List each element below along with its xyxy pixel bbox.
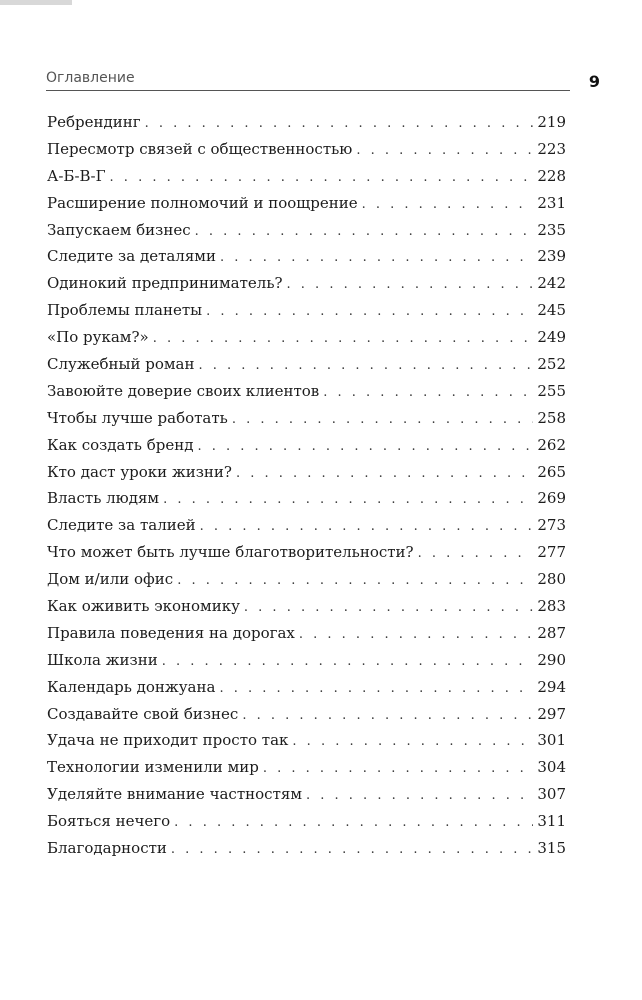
toc-entry-page: 269 [537, 489, 566, 508]
toc-entry-page: 315 [537, 839, 566, 858]
toc-entry[interactable] [47, 324, 566, 351]
toc-leader-dots [263, 756, 534, 783]
toc-entry-title: Власть людям [47, 489, 160, 508]
table-of-contents [47, 109, 566, 862]
toc-leader-dots [110, 165, 534, 192]
toc-entry-page: 235 [537, 220, 566, 239]
toc-entry-page: 239 [537, 247, 566, 266]
toc-entry[interactable] [47, 754, 566, 781]
toc-entry[interactable] [47, 512, 566, 539]
toc-entry[interactable] [47, 297, 566, 324]
toc-entry-title: Завоюйте доверие своих клиентов [47, 381, 320, 400]
toc-entry[interactable] [47, 136, 566, 163]
toc-entry[interactable] [47, 620, 566, 647]
toc-entry-page: 280 [537, 570, 566, 589]
toc-entry-page: 219 [537, 113, 566, 131]
toc-entry-title: Бояться нечего [47, 812, 171, 831]
toc-entry-title: «По рукам?» [47, 328, 149, 347]
toc-entry-title: Календарь донжуана [47, 677, 216, 696]
toc-entry-page: 307 [537, 785, 566, 804]
toc-entry[interactable] [47, 190, 566, 217]
toc-entry-title: Чтобы лучше работать [47, 408, 228, 427]
toc-entry-page: 228 [537, 166, 566, 185]
toc-entry-title: Пересмотр связей с общественностью [47, 139, 353, 158]
toc-entry-title: Следите за деталями [47, 247, 216, 266]
toc-entry[interactable] [47, 835, 566, 862]
toc-entry-title: Создавайте свой бизнес [47, 704, 239, 723]
toc-entry-title: Что может быть лучше благотворительности? [47, 543, 414, 562]
toc-entry-page: 297 [537, 704, 566, 723]
toc-entry-page: 223 [537, 139, 566, 158]
top-edge-strip [0, 0, 72, 5]
toc-entry-page: 290 [537, 650, 566, 669]
page-header [46, 70, 600, 92]
toc-entry[interactable] [47, 109, 566, 136]
toc-entry[interactable] [47, 808, 566, 835]
toc-entry[interactable] [47, 727, 566, 754]
toc-entry-page: 294 [537, 677, 566, 696]
toc-entry-title: Как оживить экономику [47, 597, 240, 616]
toc-leader-dots [299, 622, 533, 649]
toc-entry-title: Удача не приходит просто так [47, 731, 289, 750]
toc-entry-page: 231 [537, 193, 566, 212]
toc-entry[interactable] [47, 485, 566, 512]
toc-entry-title: Благодарности [47, 839, 167, 858]
toc-entry-title: Одинокий предприниматель? [47, 274, 283, 293]
toc-entry-title: Расширение полномочий и поощрение [47, 193, 358, 212]
toc-entry-page: 277 [537, 543, 566, 562]
toc-entry[interactable] [47, 781, 566, 808]
toc-entry-title: Запускаем бизнес [47, 220, 191, 239]
toc-entry[interactable] [47, 701, 566, 728]
toc-leader-dots [362, 192, 534, 219]
toc-entry-title: Школа жизни [47, 650, 158, 669]
toc-entry[interactable] [47, 647, 566, 674]
toc-entry[interactable] [47, 351, 566, 378]
toc-entry-title: Кто даст уроки жизни? [47, 462, 232, 481]
toc-entry-title: Служебный роман [47, 355, 195, 374]
header-rule [46, 90, 570, 91]
toc-entry-page: 258 [537, 408, 566, 427]
toc-entry[interactable] [47, 539, 566, 566]
toc-leader-dots [418, 541, 534, 568]
toc-entry[interactable] [47, 566, 566, 593]
toc-leader-dots [198, 353, 533, 380]
toc-leader-dots [244, 595, 533, 622]
toc-leader-dots [232, 407, 534, 434]
toc-leader-dots [174, 810, 533, 837]
toc-leader-dots [195, 219, 534, 246]
toc-leader-dots [153, 326, 534, 353]
toc-entry-page: 304 [537, 758, 566, 777]
toc-leader-dots [287, 272, 534, 299]
toc-entry-page: 311 [537, 812, 566, 831]
toc-leader-dots [292, 729, 533, 756]
toc-entry-title: Проблемы планеты [47, 301, 203, 320]
toc-entry-page: 245 [537, 301, 566, 320]
toc-entry-title: Как создать бренд [47, 435, 194, 454]
toc-entry[interactable] [47, 432, 566, 459]
toc-entry-page: 283 [537, 597, 566, 616]
page-number: 9 [588, 72, 600, 91]
toc-entry-title: А-Б-В-Г [47, 166, 106, 185]
toc-entry-page: 301 [537, 731, 566, 750]
toc-entry[interactable] [47, 405, 566, 432]
toc-leader-dots [220, 245, 533, 272]
toc-leader-dots [162, 649, 534, 676]
toc-entry[interactable] [47, 459, 566, 486]
toc-entry[interactable] [47, 163, 566, 190]
toc-entry-page: 255 [537, 381, 566, 400]
toc-entry[interactable] [47, 593, 566, 620]
toc-entry-page: 249 [537, 328, 566, 347]
toc-entry[interactable] [47, 217, 566, 244]
toc-leader-dots [145, 111, 534, 138]
toc-entry[interactable] [47, 378, 566, 405]
toc-entry-page: 242 [537, 274, 566, 293]
toc-entry-title: Технологии изменили мир [47, 758, 259, 777]
toc-leader-dots [177, 568, 533, 595]
toc-leader-dots [163, 487, 533, 514]
toc-entry-title: Уделяйте внимание частностям [47, 785, 302, 804]
toc-entry-page: 265 [537, 462, 566, 481]
toc-leader-dots [323, 380, 533, 407]
running-head-title: Оглавление [46, 70, 135, 86]
toc-entry-title: Ребрендинг [47, 113, 141, 131]
toc-leader-dots [219, 676, 533, 703]
toc-entry-page: 287 [537, 623, 566, 642]
toc-leader-dots [306, 783, 533, 810]
toc-leader-dots [197, 434, 533, 461]
toc-entry-title: Правила поведения на дорогах [47, 623, 295, 642]
toc-leader-dots [171, 837, 533, 864]
toc-leader-dots [236, 461, 533, 488]
toc-leader-dots [206, 299, 533, 326]
toc-entry-page: 252 [537, 355, 566, 374]
toc-entry[interactable] [47, 270, 566, 297]
toc-entry-title: Следите за талией [47, 516, 196, 535]
toc-entry-title: Дом и/или офис [47, 570, 174, 589]
toc-entry[interactable] [47, 674, 566, 701]
toc-entry-page: 262 [537, 435, 566, 454]
toc-leader-dots [200, 514, 534, 541]
toc-entry[interactable] [47, 243, 566, 270]
toc-entry-page: 273 [537, 516, 566, 535]
toc-leader-dots [242, 703, 533, 730]
toc-leader-dots [356, 138, 533, 165]
